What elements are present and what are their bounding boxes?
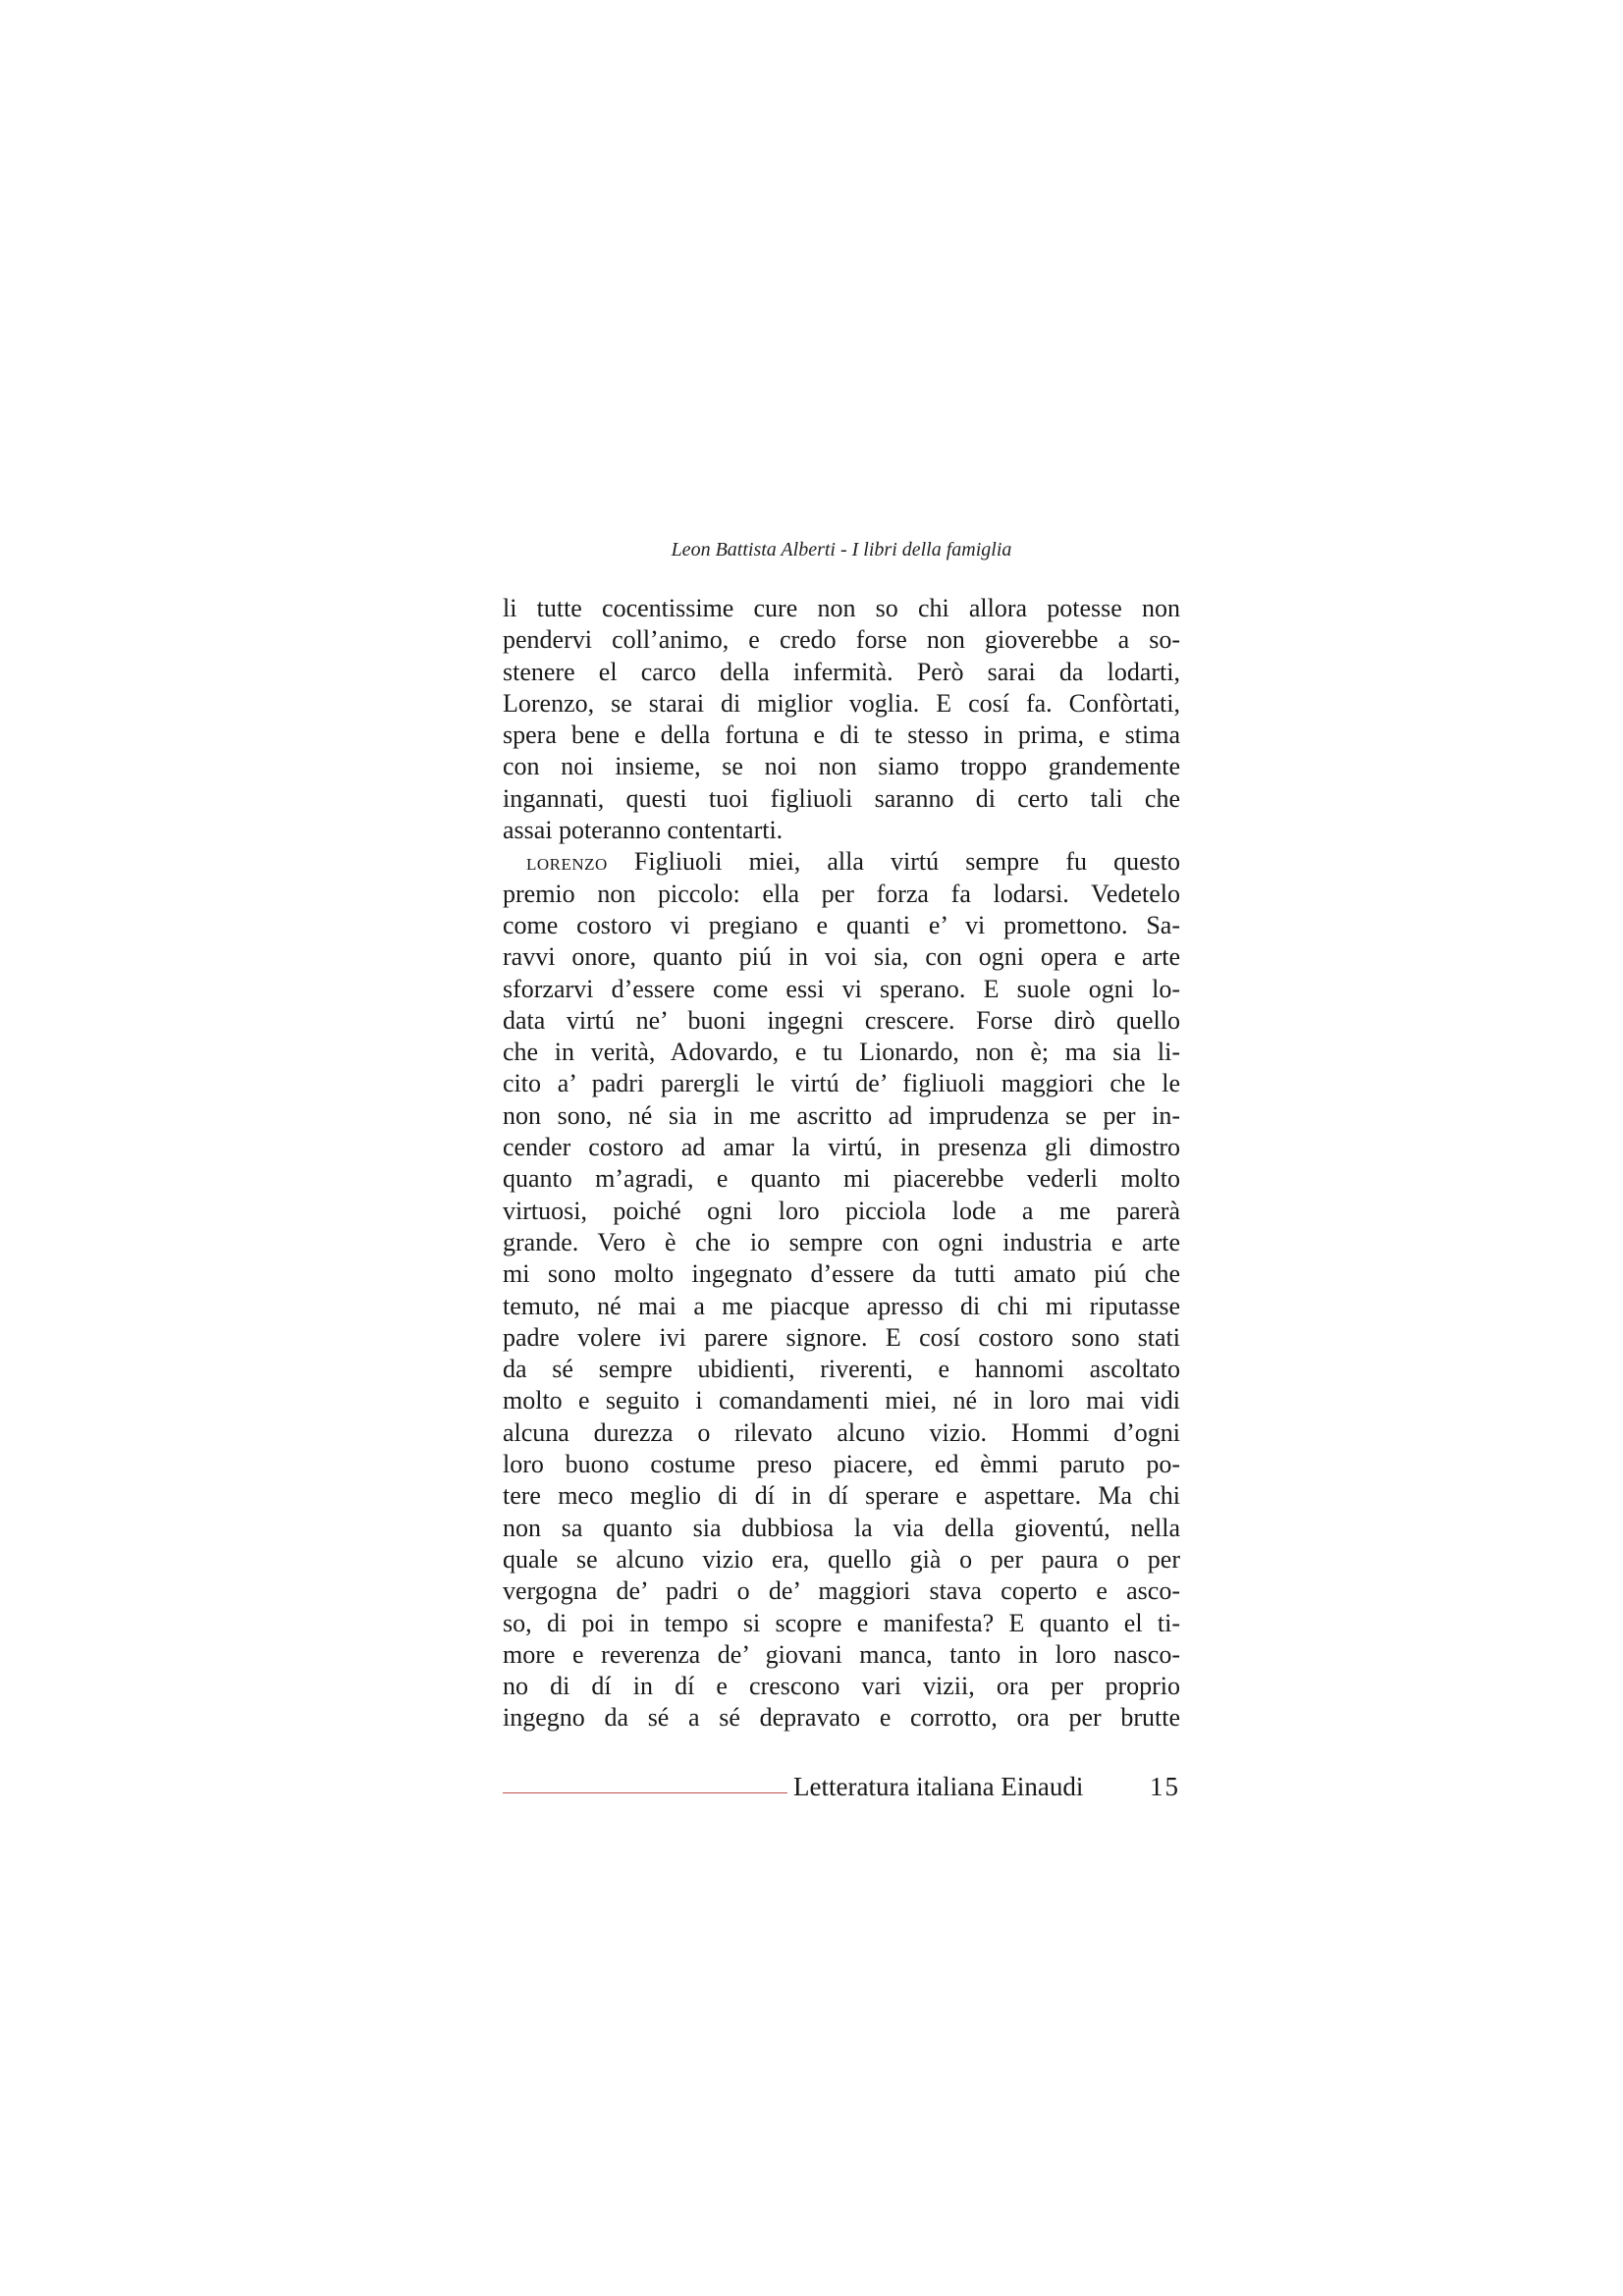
text-line: sforzarvi d’essere come essi vi sperano. E suole ogni lo- xyxy=(503,974,1180,1003)
footer-rule xyxy=(503,1792,787,1793)
text-line: non sono, né sia in me ascritto ad imprudenza se per in- xyxy=(503,1100,1180,1130)
text-line: grande. Vero è che io sempre con ogni industria e arte xyxy=(503,1227,1180,1256)
text-line: stenere el carco della infermità. Però sarai da lodarti, xyxy=(503,657,1180,686)
text-line: pendervi coll’animo, e credo forse non gioverebbe a so- xyxy=(503,625,1180,655)
text-line: mi sono molto ingegnato d’essere da tutti amato piú che xyxy=(503,1259,1180,1289)
text-line: vergogna de’ padri o de’ maggiori stava coperto e asco- xyxy=(503,1576,1180,1606)
text-line: virtuosi, poiché ogni loro picciola lode a me parerà xyxy=(503,1196,1180,1225)
speech-first-line xyxy=(503,846,1180,878)
text-line: alcuna durezza o rilevato alcuno vizio. Hommi d’ogni xyxy=(503,1417,1180,1447)
footer-title: Letteratura italiana Einaudi xyxy=(793,1772,1084,1801)
text-line: quanto m’agradi, e quanto mi piacerebbe vederli molto xyxy=(503,1164,1180,1194)
text-line: padre volere ivi parere signore. E cosí costoro sono stati xyxy=(503,1322,1180,1352)
body-text xyxy=(503,593,1180,1735)
text-line: non sa quanto sia dubbiosa la via della gioventú, nella xyxy=(503,1513,1180,1542)
text-line: molto e seguito i comandamenti miei, né in loro mai vidi xyxy=(503,1386,1180,1415)
text-line: so, di poi in tempo si scopre e manifesta? E quanto el ti- xyxy=(503,1608,1180,1637)
text-line: data virtú ne’ buoni ingegni crescere. Forse dirò quello xyxy=(503,1005,1180,1035)
page-footer xyxy=(503,1769,1180,1804)
text-line: ravvi onore, quanto piú in voi sia, con ogni opera e arte xyxy=(503,942,1180,972)
text-line: Lorenzo, se starai di miglior voglia. E cosí fa. Confòrtati, xyxy=(503,688,1180,718)
text-line: come costoro vi pregiano e quanti e’ vi promettono. Sa- xyxy=(503,910,1180,939)
text-line: che in verità, Adovardo, e tu Lionardo, non è; ma sia li- xyxy=(503,1038,1180,1067)
text-line: more e reverenza de’ giovani manca, tanto in loro nasco- xyxy=(503,1639,1180,1669)
text-line: premio non piccolo: ella per forza fa lodarsi. Vedetelo xyxy=(503,879,1180,908)
text-line: assai poteranno contentarti. xyxy=(503,816,784,845)
text-line: da sé sempre ubidienti, riverenti, e hannomi ascoltato xyxy=(503,1355,1180,1384)
text-line: no di dí in dí e crescono vari vizii, ora per proprio xyxy=(503,1672,1180,1701)
text-line: ingegno da sé a sé depravato e corrotto, ora per brutte xyxy=(503,1703,1180,1733)
text-line: li tutte cocentissime cure non so chi allora potesse non xyxy=(503,594,1180,622)
running-head: Leon Battista Alberti - I libri della famiglia xyxy=(671,539,1012,561)
text-line: cito a’ padri parergli le virtú de’ figliuoli maggiori che le xyxy=(503,1069,1180,1098)
text-line: spera bene e della fortuna e di te stesso in prima, e stima xyxy=(503,721,1180,750)
speech-text: Figliuoli miei, alla virtú sempre fu questo xyxy=(607,847,1180,877)
text-line: cender costoro ad amar la virtú, in presenza gli dimostro xyxy=(503,1133,1180,1162)
text-line: quale se alcuno vizio era, quello già o per paura o per xyxy=(503,1544,1180,1574)
text-line: ingannati, questi tuoi figliuoli saranno di certo tali che xyxy=(503,783,1180,813)
text-line: loro buono costume preso piacere, ed èmmi paruto po- xyxy=(503,1450,1180,1479)
text-line: con noi insieme, se noi non siamo troppo grandemente xyxy=(503,752,1180,781)
text-line: temuto, né mai a me piacque apresso di chi mi riputasse xyxy=(503,1291,1180,1320)
page-number: 15 xyxy=(1150,1772,1180,1801)
speaker-name: lorenzo xyxy=(526,850,608,877)
text-line: tere meco meglio di dí in dí sperare e aspettare. Ma chi xyxy=(503,1481,1180,1511)
